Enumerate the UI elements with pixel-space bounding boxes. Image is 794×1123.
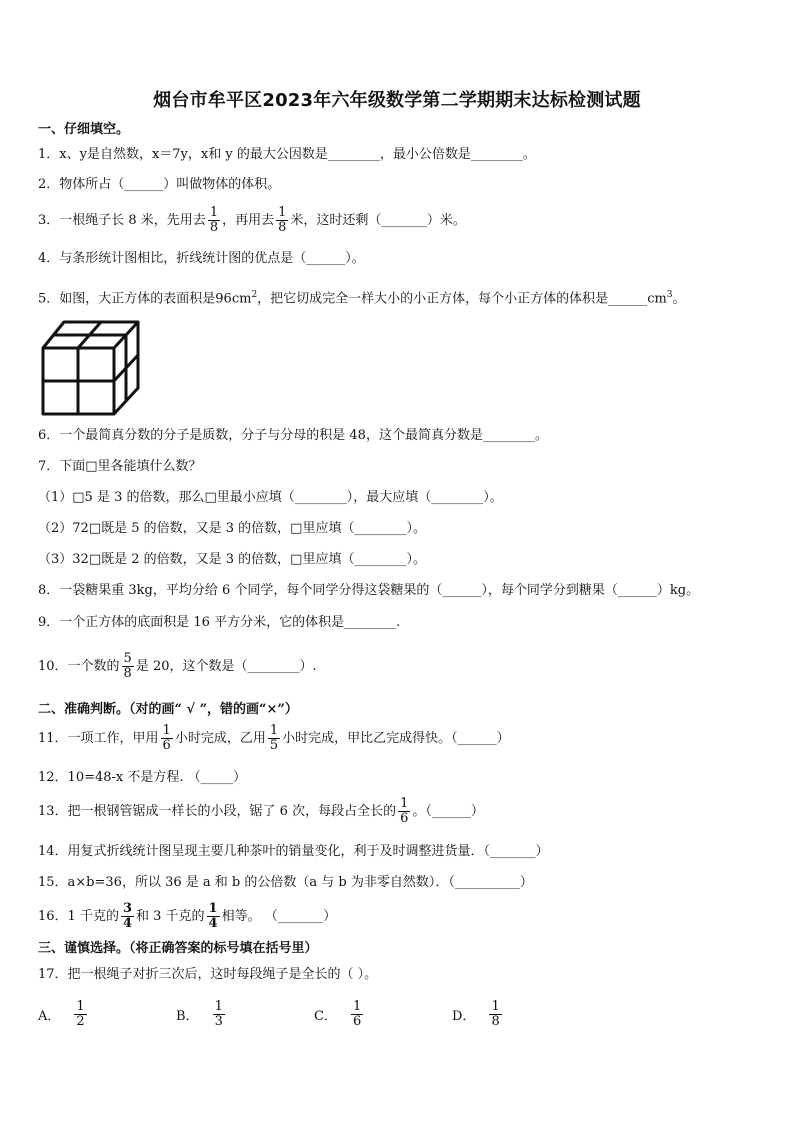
fraction-5-8 bbox=[122, 652, 134, 681]
fraction-denominator: 2 bbox=[76, 1014, 85, 1029]
fraction-numerator: 1 bbox=[400, 796, 409, 811]
question-13-text-b: 。（______） bbox=[412, 804, 484, 819]
fraction-numerator: 1 bbox=[491, 999, 500, 1014]
question-5-text-a: 5．如图，大正方体的表面积是 bbox=[38, 291, 216, 307]
question-16 bbox=[38, 902, 336, 931]
question-13 bbox=[38, 797, 484, 826]
fraction-3-4 bbox=[121, 902, 134, 931]
question-8: 8．一袋糖果重 3kg，平均分给 6 个同学，每个同学分得这袋糖果的（______），每个同学分到糖果（______）kg。 bbox=[38, 583, 700, 598]
fraction-denominator: 8 bbox=[209, 220, 219, 235]
question-5 bbox=[38, 286, 686, 308]
section-heading-multiple-choice: 三、谨慎选择。（将正确答案的标号填在括号里） bbox=[38, 941, 318, 956]
question-7-part-1: （1）□5 是 3 的倍数，那么□里最小应填（________），最大应填（________）。 bbox=[38, 490, 503, 505]
fraction-denominator: 6 bbox=[162, 738, 171, 753]
question-1: 1．x、y是自然数，x＝7y，x和 y 的最大公因数是________，最小公倍数是________。 bbox=[38, 147, 536, 162]
fraction-denominator: 8 bbox=[123, 666, 132, 681]
question-16-text-c: 相等。 （_______） bbox=[221, 909, 337, 924]
option-fraction bbox=[489, 1000, 501, 1029]
question-2: 2．物体所占（______）叫做物体的体积。 bbox=[38, 177, 281, 192]
option-c[interactable] bbox=[314, 1000, 365, 1029]
question-9: 9．一个正方体的底面积是 16 平方分米，它的体积是________. bbox=[38, 615, 401, 630]
fraction-numerator: 1 bbox=[208, 901, 218, 916]
volume-unit-exponent: 3 bbox=[666, 290, 673, 300]
question-3-text-b: ，再用去 bbox=[222, 213, 275, 228]
question-6: 6．一个最简真分数的分子是质数，分子与分母的积是 48，这个最简真分数是________。 bbox=[38, 428, 548, 443]
fraction-denominator: 3 bbox=[214, 1014, 223, 1029]
question-5-text-c: 。 bbox=[672, 291, 686, 307]
fraction-1-6-q13 bbox=[398, 797, 410, 826]
surface-area-exponent: 2 bbox=[251, 290, 258, 300]
option-label: A． bbox=[38, 1009, 61, 1024]
fraction-numerator: 1 bbox=[209, 205, 219, 220]
option-fraction bbox=[351, 1000, 363, 1029]
question-15: 15．a×b=36，所以 36 是 a 和 b 的公倍数（a 与 b 为非零自然数）．（__________） bbox=[38, 875, 533, 890]
fraction-1-6 bbox=[161, 724, 173, 753]
fraction-denominator: 6 bbox=[400, 811, 409, 826]
question-10-text-b: 是 20，这个数是（________）. bbox=[135, 659, 317, 674]
question-12: 12．10=48-x 不是方程. （_____） bbox=[38, 770, 247, 785]
question-10 bbox=[38, 652, 317, 681]
fraction-1-4 bbox=[207, 902, 220, 931]
question-11-text-b: 小时完成，乙用 bbox=[174, 731, 266, 746]
fraction-numerator: 1 bbox=[76, 999, 85, 1014]
question-4: 4．与条形统计图相比，折线统计图的优点是（______）。 bbox=[38, 251, 365, 266]
fraction-denominator: 4 bbox=[208, 916, 218, 931]
option-label: B． bbox=[176, 1009, 199, 1024]
question-11-text-a: 11．一项工作，甲用 bbox=[38, 731, 159, 746]
option-d[interactable] bbox=[452, 1000, 504, 1029]
fraction-numerator: 1 bbox=[269, 723, 279, 738]
question-3 bbox=[38, 206, 466, 235]
option-label: D． bbox=[452, 1009, 476, 1024]
fraction-numerator: 1 bbox=[214, 999, 223, 1014]
option-fraction bbox=[74, 1000, 86, 1029]
fraction-1-5 bbox=[268, 724, 280, 753]
option-a[interactable] bbox=[38, 1000, 89, 1029]
question-10-text-a: 10．一个数的 bbox=[38, 659, 120, 674]
volume-unit: cm bbox=[647, 291, 667, 307]
question-5-text-b: ，把它切成完全一样大小的小正方体，每个小正方体的体积是______ bbox=[257, 291, 648, 307]
fraction-denominator: 8 bbox=[278, 220, 287, 235]
option-label: C． bbox=[314, 1009, 337, 1024]
question-3-text-a: 3．一根绳子长 8 米，先用去 bbox=[38, 213, 206, 228]
question-16-text-b: 和 3 千克的 bbox=[136, 909, 205, 924]
fraction-denominator: 8 bbox=[491, 1014, 500, 1029]
question-7-part-2: （2）72□既是 5 的倍数，又是 3 的倍数，□里应填（________）。 bbox=[38, 521, 426, 536]
cube-figure bbox=[40, 318, 142, 416]
section-heading-fill-in: 一、仔细填空。 bbox=[38, 122, 130, 137]
fraction-numerator: 5 bbox=[123, 651, 132, 666]
question-13-text-a: 13．把一根钢管锯成一样长的小段，锯了 6 次，每段占全长的 bbox=[38, 804, 397, 819]
fraction-1-8 bbox=[208, 206, 220, 235]
fraction-1-8-second bbox=[276, 206, 288, 235]
fraction-numerator: 1 bbox=[352, 999, 362, 1014]
fraction-numerator: 3 bbox=[122, 901, 132, 916]
question-7: 7．下面□里各能填什么数？ bbox=[38, 459, 202, 474]
question-3-text-c: 米，这时还剩（_______）米。 bbox=[290, 213, 466, 228]
question-17: 17．把一根绳子对折三次后，这时每段绳子是全长的（ ）。 bbox=[38, 967, 378, 982]
option-b[interactable] bbox=[176, 1000, 227, 1029]
question-16-text-a: 16．1 千克的 bbox=[38, 909, 119, 924]
question-14: 14．用复式折线统计图呈现主要几种茶叶的销量变化，利于及时调整进货量．（_______） bbox=[38, 844, 549, 859]
fraction-numerator: 1 bbox=[162, 723, 171, 738]
question-7-part-3: （3）32□既是 2 的倍数，又是 3 的倍数，□里应填（________）。 bbox=[38, 552, 426, 567]
surface-area-value: 96cm bbox=[215, 291, 252, 307]
fraction-denominator: 4 bbox=[122, 916, 132, 931]
fraction-denominator: 5 bbox=[269, 738, 279, 753]
section-heading-true-false: 二、准确判断。（对的画“ √ ”，错的画“×”） bbox=[38, 702, 298, 717]
question-11-text-c: 小时完成，甲比乙完成得快。（______） bbox=[282, 731, 510, 746]
question-11 bbox=[38, 724, 510, 753]
option-fraction bbox=[213, 1000, 225, 1029]
page-title: 烟台市牟平区2023年六年级数学第二学期期末达标检测试题 bbox=[153, 90, 641, 111]
fraction-numerator: 1 bbox=[278, 205, 287, 220]
fraction-denominator: 6 bbox=[352, 1014, 362, 1029]
